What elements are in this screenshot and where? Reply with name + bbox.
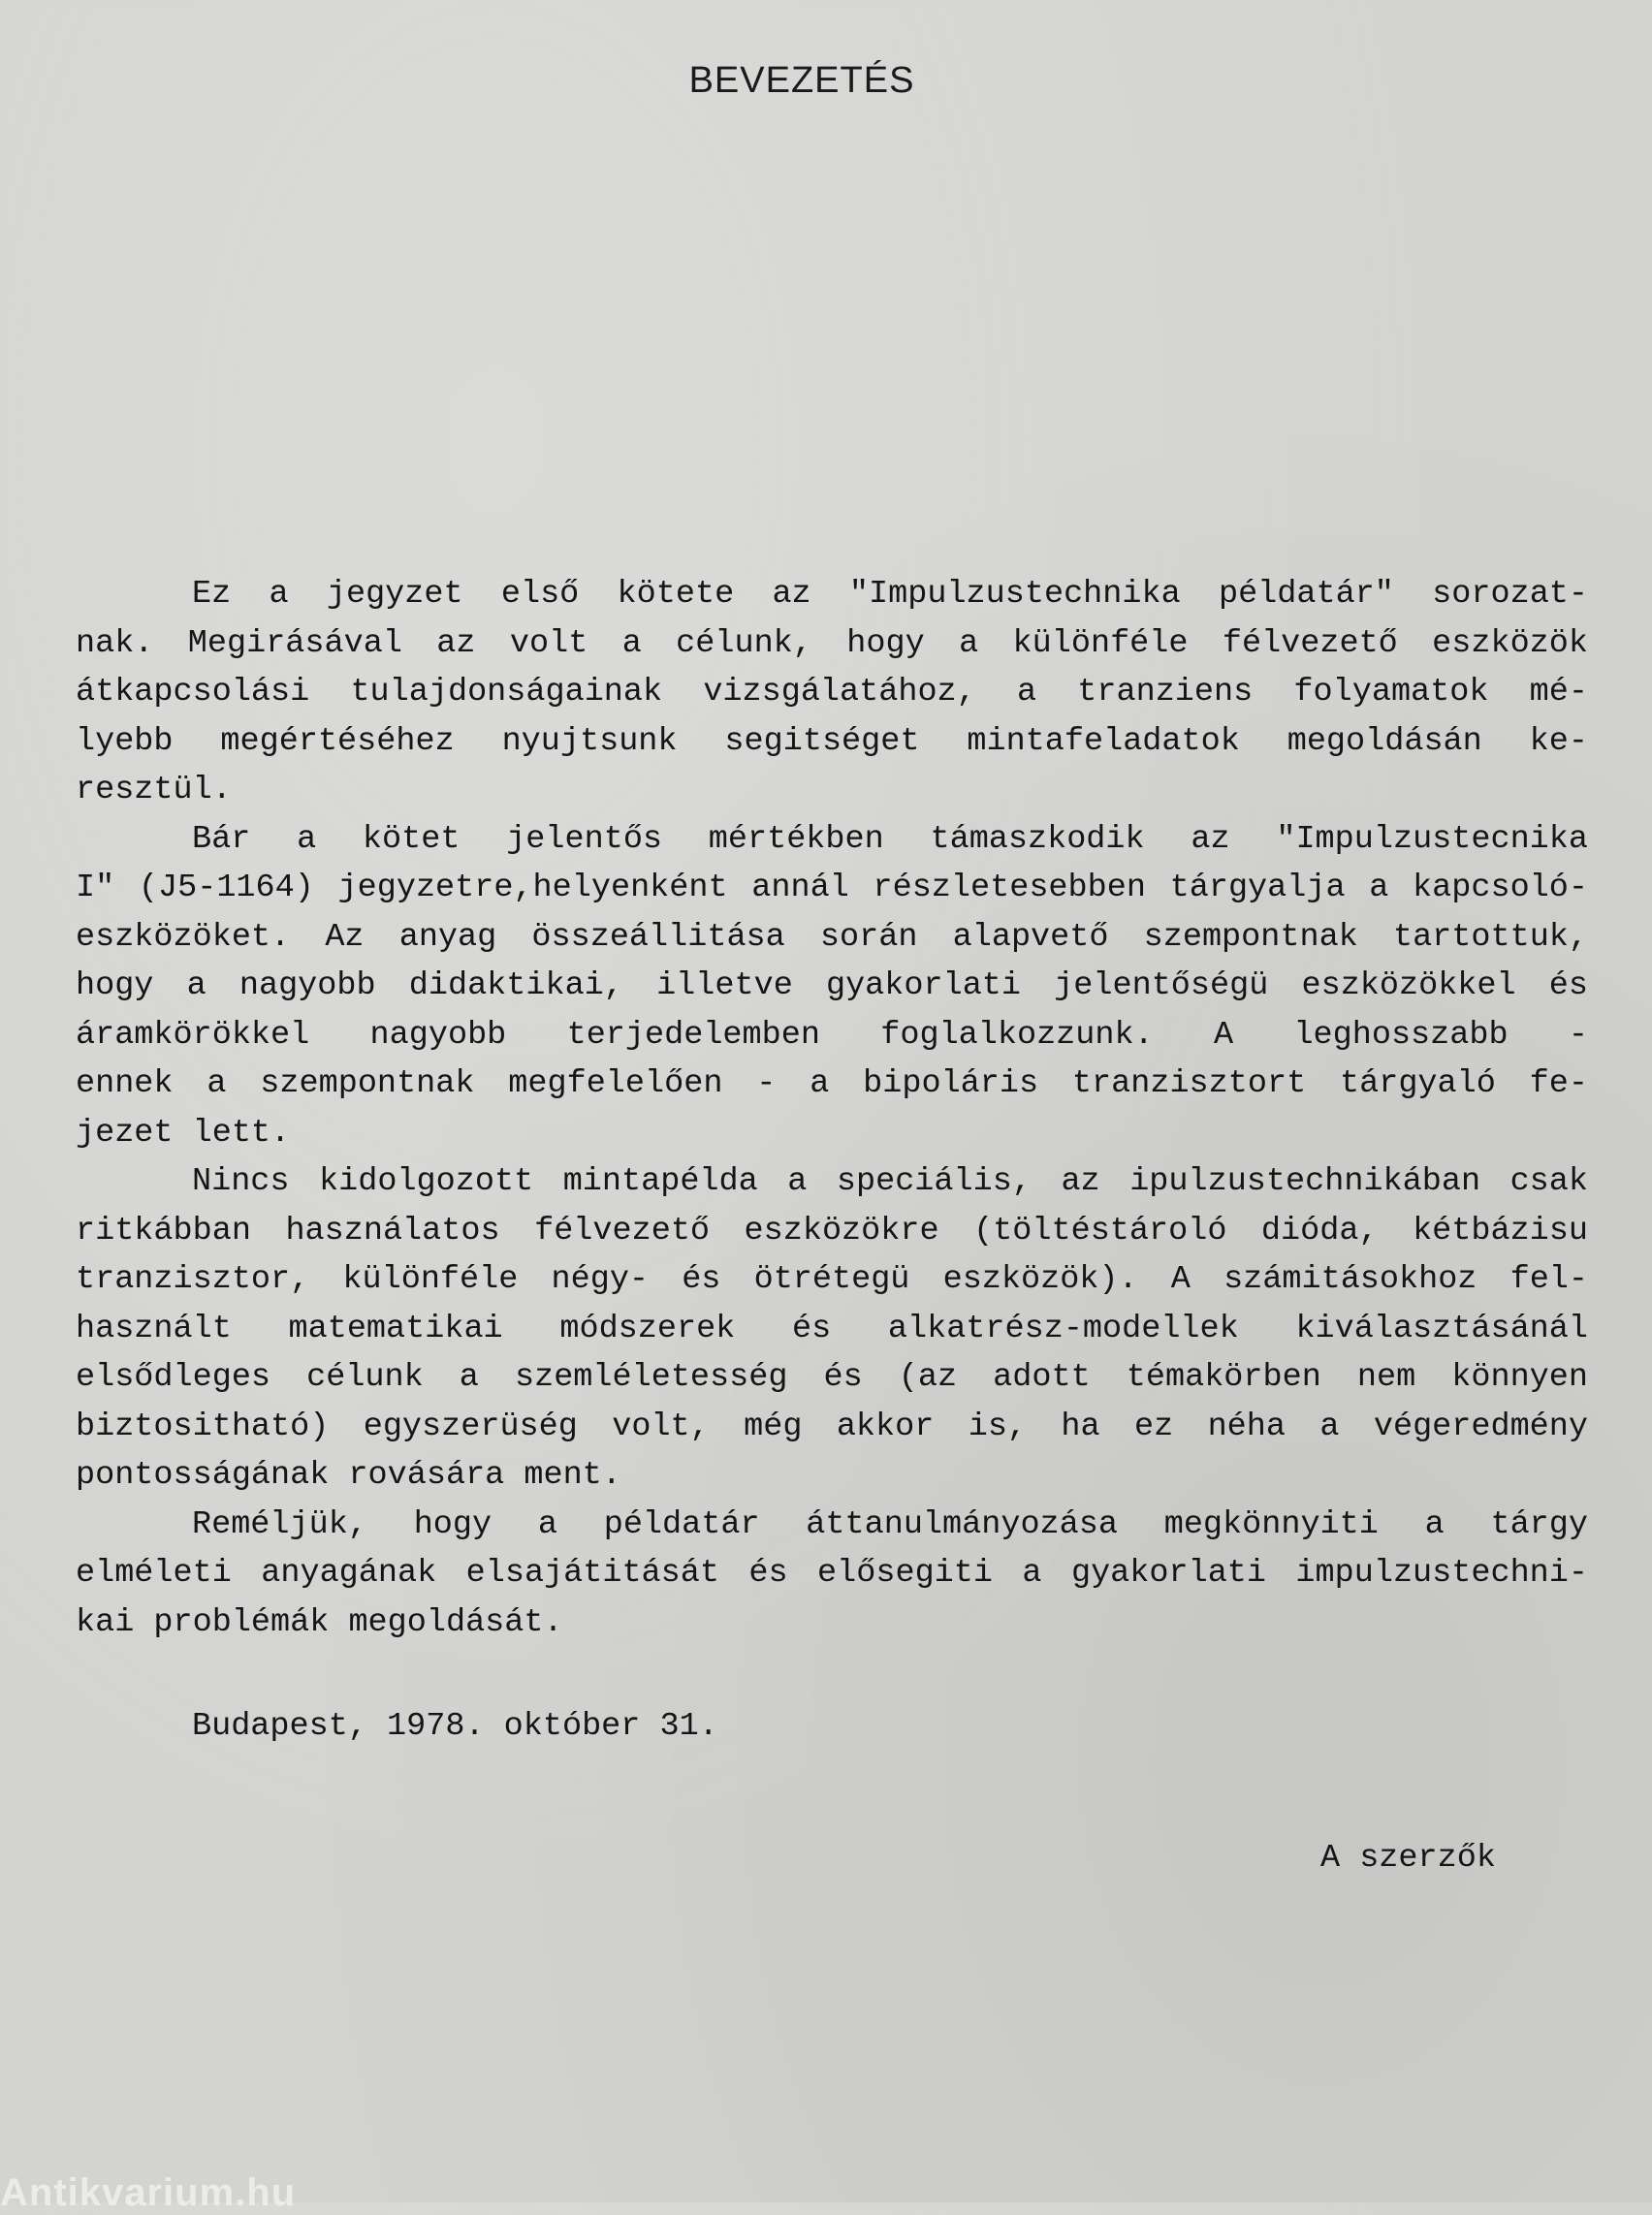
paragraph-2-line-6: ennek a szempontnak megfelelően - a bipoláris tranzisztort tárgyaló fe- — [76, 1065, 1588, 1102]
page-title: BEVEZETÉS — [688, 60, 915, 101]
watermark: Antikvarium.hu — [0, 2171, 297, 2214]
paragraph-2-line-3: eszközöket. Az anyag összeállitása során alapvető szempontnak tartottuk, — [76, 918, 1588, 956]
signature: A szerzők — [1320, 1840, 1496, 1877]
paragraph-4-line-1: Reméljük, hogy a példatár áttanulmányozása megkönnyiti a tárgy — [192, 1505, 1588, 1543]
paragraph-1-line-1: Ez a jegyzet első kötete az "Impulzustechnika példatár" sorozat- — [192, 576, 1588, 613]
date-line: Budapest, 1978. október 31. — [192, 1708, 718, 1745]
paragraph-3-line-1: Nincs kidolgozott mintapélda a speciális, az ipulzustechnikában csak — [192, 1163, 1588, 1200]
document-body — [76, 570, 1588, 1647]
paragraph-3-line-5: elsődleges célunk a szemléletesség és (az adott témakörben nem könnyen — [76, 1359, 1588, 1396]
paragraph-3-line-6: biztositható) egyszerüség volt, még akkor is, ha ez néha a végeredmény — [76, 1408, 1588, 1445]
paragraph-1-line-5: resztül. — [76, 772, 232, 808]
paragraph-2-line-2: I" (J5-1164) jegyzetre,helyenként annál részletesebben tárgyalja a kapcsoló- — [76, 870, 1588, 906]
paragraph-2-line-4: hogy a nagyobb didaktikai, illetve gyakorlati jelentőségü eszközökkel és — [76, 967, 1588, 1004]
paragraph-2-line-1: Bár a kötet jelentős mértékben támaszkodik az "Impulzustecnika — [192, 820, 1588, 858]
paragraph-4-line-3: kai problémák megoldását. — [76, 1603, 563, 1641]
paragraph-3-line-3: tranzisztor, különféle négy- és ötrétegü eszközök). A számitásokhoz fel- — [76, 1261, 1588, 1298]
paragraph-3-line-2: ritkábban használatos félvezető eszközökre (töltéstároló dióda, kétbázisu — [76, 1212, 1588, 1250]
paragraph-1-line-2: nak. Megirásával az volt a célunk, hogy a különféle félvezető eszközök — [76, 624, 1588, 662]
paragraph-4-line-2: elméleti anyagának elsajátitását és elősegiti a gyakorlati impulzustechni- — [76, 1555, 1588, 1592]
paragraph-2-line-7: jezet lett. — [76, 1114, 291, 1152]
paragraph-3-line-4: használt matematikai módszerek és alkatrész-modellek kiválasztásánál — [76, 1310, 1588, 1347]
paragraph-2-line-5: áramkörökkel nagyobb terjedelemben foglalkozzunk. A leghosszabb - — [76, 1016, 1588, 1054]
paragraph-1-line-4: lyebb megértéséhez nyujtsunk segitséget mintafeladatok megoldásán ke- — [76, 722, 1588, 760]
paragraph-1-line-3: átkapcsolási tulajdonságainak vizsgálatához, a tranziens folyamatok mé- — [76, 674, 1588, 711]
paragraph-3-line-7: pontosságának rovására ment. — [76, 1457, 621, 1494]
